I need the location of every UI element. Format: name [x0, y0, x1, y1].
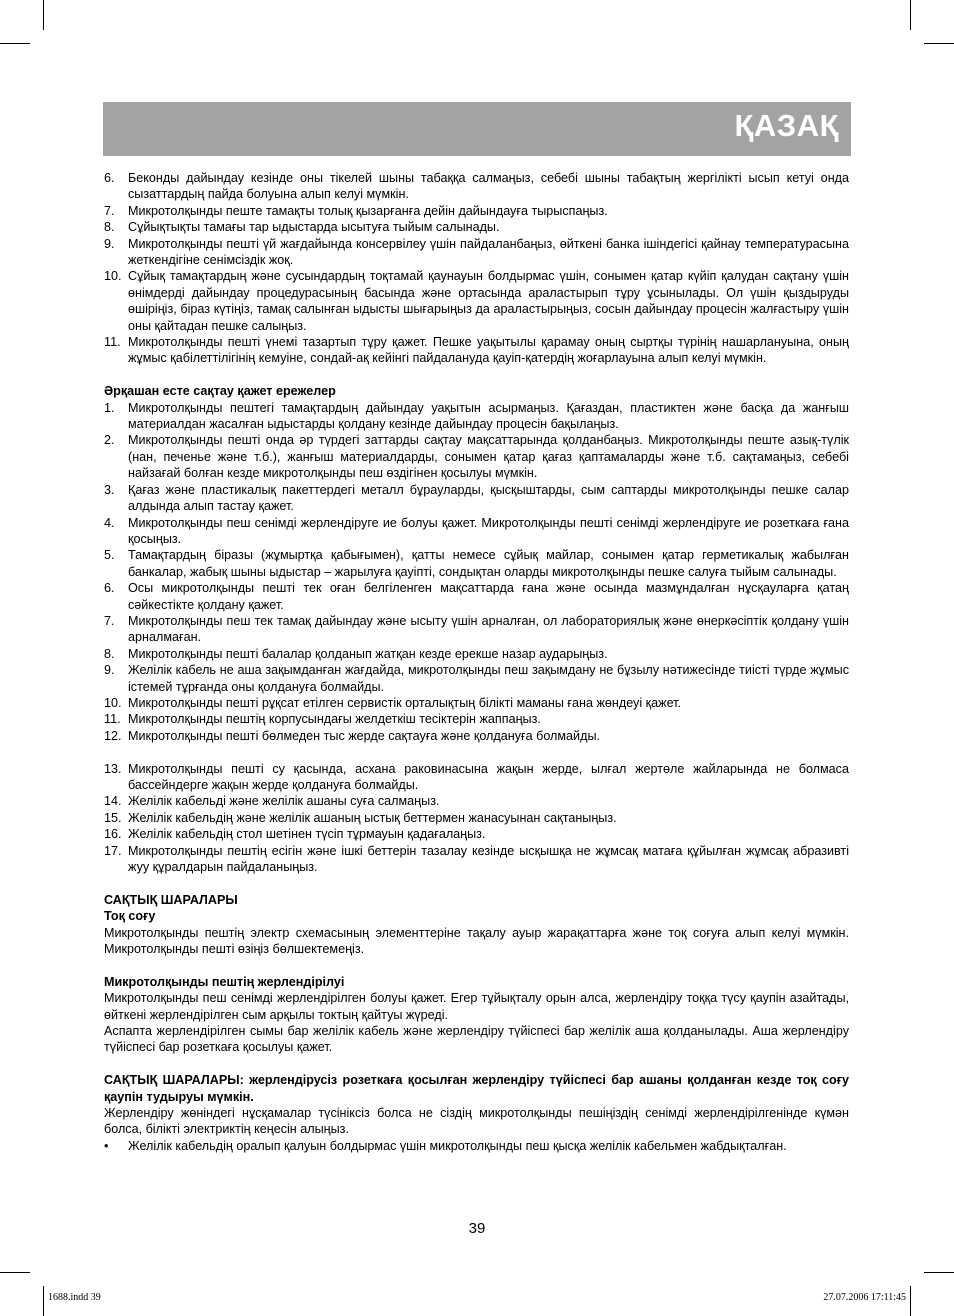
electric-shock-subheading: Тоқ соғу	[104, 909, 156, 924]
list-item-text: Микротолқынды пешті су қасында, асхана раковинасына жақын жерде, ылғал жертөле жайларында не болмаса бассейндерге жақын жерде қолдануға болмайды.	[128, 761, 849, 792]
list-item	[104, 711, 849, 727]
page-number: 39	[468, 1220, 486, 1237]
crop-mark	[924, 1272, 954, 1273]
list-item	[104, 236, 849, 269]
list-item-number: 11.	[104, 712, 121, 727]
grounding-plug-paragraph: Аспапта жерлендірілген сымы бар желілік кабель және жерлендіру түйіспесі бар желілік аша қолданылады. Аша жерлендіру түйіспесі бар розеткаға қосылуы қажет.	[104, 1024, 849, 1055]
list-item-text: Микротолқынды пештегі тамақтардың дайындау уақытын асырмаңыз. Қағаздан, пластиктен және басқа да жанғыш материалдан жасалған ыдыстарды қолдану кезінде дайындау процесін бақылаңыз.	[128, 400, 849, 432]
list-item-text: Микротолқынды пешті үнемі тазартып тұру қажет. Пешке уақытылы қарамау оның сыртқы түрінің нашарлануына, оның жұмыс қабілеттілігінің кемуіне, сондай-ақ кейінгі пайдалануда қауіп-қатердің жоғарлауына алып келуі мүмкін.	[128, 335, 849, 366]
list-item	[104, 761, 849, 794]
list-item	[104, 203, 849, 219]
list-item-text: Микротолқынды пеш сенімді жерлендіруге ие болуы қажет. Микротолқынды пешті сенімді жерлендіруге ие розеткаға ғана қосыңыз.	[128, 515, 849, 546]
crop-mark	[0, 43, 30, 44]
bullet-text: Желілік кабельдің оралып қалуын болдырмас үшін микротолқынды пеш қысқа желілік кабельмен жабдықталған.	[128, 1138, 787, 1153]
list-item	[104, 219, 849, 235]
bullet-mark: •	[104, 1138, 109, 1153]
list-item-number: 16.	[104, 827, 122, 842]
list-item-text: Микротолқынды пеште тамақты толық қызарғанға дейін дайындауға тырыспаңыз.	[128, 203, 608, 218]
list-item	[104, 662, 849, 695]
list-item-number: 14.	[104, 794, 122, 809]
list-item	[104, 547, 849, 580]
crop-mark	[0, 1272, 30, 1273]
list-item	[104, 334, 849, 367]
rules-list	[104, 400, 849, 745]
list-item-number: 13.	[104, 761, 122, 776]
list-item-number: 3.	[104, 482, 115, 497]
list-item	[104, 515, 849, 548]
rules-heading: Әрқашан есте сақтау қажет ережелер	[104, 384, 336, 399]
list-item-text: Беконды дайындау кезінде оны тікелей шыны табаққа салмаңыз, себебі шыны табақтың жергілікті ысып кетуі онда сызаттардың пайда болуына алып келуі мүмкін.	[128, 171, 849, 202]
list-item-text: Сұйық тамақтардың және сусындардың тоқтамай қаунауын болдырмас үшін, сонымен қатар күйіп қалудан сақтану үшін өнімдерді дайындау процедурасының басында және ортасында араластырып тұру ұсынылады. Ол үшін қыздыруды өшіріңіз, біраз күтіңіз, тамақ салынған ыдысты шығарыңыз да араластырыңыз, сосын дайындау процесін жалғастыру үшін оны қайтадан пешке салыңыз.	[128, 269, 849, 333]
list-item-text: Микротолқынды пешті рұқсат етілген сервистік орталықтың білікті маманы ғана жөндеуі қажет.	[128, 695, 682, 710]
grounding-warning: САҚТЫҚ ШАРАЛАРЫ: жерлендірусіз розеткаға қосылған жерлендіру түйіспесі бар ашаны қолданған кезде тоқ соғу қаупін тудыруы мүмкін.	[104, 1073, 849, 1104]
list-item-number: 10.	[104, 269, 122, 284]
list-item-number: 9.	[104, 663, 115, 678]
list-item-number: 9.	[104, 236, 115, 251]
crop-mark	[910, 0, 911, 30]
list-item-number: 10.	[104, 695, 122, 710]
list-item	[104, 793, 849, 809]
language-header	[103, 102, 851, 156]
list-item	[104, 580, 849, 613]
list-item-text: Микротолқынды пештің есігін және ішкі беттерін тазалау кезінде ысқышқа не жұмсақ матаға құйылған жұмсақ абразивті жуу құралдарын пайдаланыңыз.	[128, 843, 849, 875]
list-item-number: 11.	[104, 335, 121, 350]
electrician-advice-paragraph: Жерлендіру жөніндегі нұсқамалар түсініксіз болса не сіздің микротолқынды пешіңіздің сенімді жерлендірілгенінде күмән болса, білікті электриктің кеңесін алыңыз.	[104, 1106, 849, 1137]
crop-mark	[924, 43, 954, 44]
list-item	[104, 810, 849, 826]
crop-mark	[43, 1286, 44, 1316]
rules-list-continued	[104, 761, 849, 876]
list-item	[104, 432, 849, 481]
cable-bullet-item	[104, 1138, 849, 1154]
list-item-text: Микротолқынды пеш тек тамақ дайындау және ысыту үшін арналған, ол лабораториялық және өнеркәсіптік қолдану үшін арналмаған.	[128, 613, 849, 645]
electric-shock-paragraph: Микротолқынды пештің электр схемасының элементтеріне тақалу ауыр жарақаттарға және тоқ соғуға алып келуі мүмкін. Микротолқынды пешті өзіңіз бөлшектемеңіз.	[104, 925, 849, 957]
list-item-number: 2.	[104, 433, 115, 448]
list-item	[104, 400, 849, 433]
list-item-text: Микротолқынды пешті үй жағдайында консервілеу үшін пайдаланбаңыз, өйткені банка ішіндегісі қайнау температурасына жеткендігіне сенімсіздік жоқ.	[128, 236, 849, 268]
safety-heading: САҚТЫҚ ШАРАЛАРЫ	[104, 892, 238, 907]
list-item-text: Желілік кабельдің және желілік ашаның ыстық беттермен жанасуынан сақтаныңыз.	[128, 810, 617, 825]
list-item	[104, 646, 849, 662]
grounding-subheading: Микротолқынды пештің жерлендірілуі	[104, 974, 345, 989]
list-item-number: 12.	[104, 728, 122, 743]
list-item-number: 6.	[104, 171, 115, 185]
list-item	[104, 843, 849, 876]
list-item	[104, 695, 849, 711]
list-item-number: 15.	[104, 810, 122, 825]
list-item-number: 8.	[104, 220, 115, 235]
precautions-list-continued	[104, 170, 849, 367]
list-item-text: Микротолқынды пешті онда әр түрдегі заттарды сақтау мақсаттарында қолданбаңыз. Микротолқынды пеште азық-түлік (нан, печенье және т.б.), жанғыш материалдарды, сонымен қатар қағаз қаптамаларды және т.б. сақтамаңыз, себебі найзағай болған кезде микротолқынды пеш өздігінен қосылуы мүмкін.	[128, 433, 849, 481]
list-item-text: Қағаз және пластикалық пакеттердегі металл бұрауларды, қысқыштарды, сым саптарды микротолқынды пешке салар алдында алып тастау қажет.	[128, 482, 849, 514]
list-item-text: Желілік кабельді және желілік ашаны суға салмаңыз.	[128, 794, 440, 809]
list-item-number: 6.	[104, 581, 115, 596]
list-item-text: Микротолқынды пештің корпусындағы желдеткіш тесіктерін жаппаңыз.	[128, 712, 541, 727]
list-item	[104, 170, 849, 203]
language-title: ҚАЗАҚ	[734, 108, 839, 143]
list-item	[104, 826, 849, 842]
list-item-text: Тамақтардың біразы (жұмыртқа қабығымен), қатты немесе сұйық майлар, сонымен қатар герметикалық жабылған банкалар, жабық шыны ыдыстар – жарылуға қауіпті, сондықтан оларды микротолқынды пешке салуға тыйым салынады.	[128, 548, 849, 579]
list-item-number: 7.	[104, 203, 115, 218]
list-item-text: Микротолқынды пешті балалар қолданып жатқан кезде ерекше назар аударыңыз.	[128, 646, 608, 661]
list-item-text: Микротолқынды пешті бөлмеден тыс жерде сақтауға және қолдануға болмайды.	[128, 728, 600, 743]
list-item-number: 4.	[104, 515, 115, 530]
list-item-number: 8.	[104, 646, 115, 661]
crop-mark	[910, 1286, 911, 1316]
list-item	[104, 613, 849, 646]
list-item-text: Осы микротолқынды пешті тек оған белгіленген мақсаттарда ғана және осында мазмұндалған нұсқауларға қатаң сәйкестікте қолдану қажет.	[128, 581, 849, 612]
list-item-number: 1.	[104, 400, 115, 415]
page-content	[104, 170, 849, 1154]
list-item-number: 17.	[104, 843, 122, 858]
list-item-text: Желілік кабель не аша зақымданған жағдайда, микротолқынды пеш зақымдану не бұзылу нәтижесінде тиісті түрде жұмыс істемей тұрғанда оны қолдануға болмайды.	[128, 663, 849, 694]
date-slug: 27.07.2006 17:11:45	[823, 1292, 906, 1303]
list-item-number: 5.	[104, 548, 115, 563]
list-item	[104, 482, 849, 515]
list-item	[104, 268, 849, 334]
list-item	[104, 728, 849, 744]
list-item-number: 7.	[104, 613, 115, 628]
list-item-text: Желілік кабельдің стол шетінен түсіп тұрмауын қадағалаңыз.	[128, 827, 486, 842]
list-item-text: Сұйықтықты тамағы тар ыдыстарда ысытуға тыйым салынады.	[128, 220, 500, 235]
file-slug: 1688.indd 39	[48, 1292, 101, 1303]
crop-mark	[43, 0, 44, 30]
grounding-paragraph: Микротолқынды пеш сенімді жерлендірілген болуы қажет. Егер тұйықталу орын алса, жерлендіру тоққа түсу қаупін азайтады, өйткені жерлендірілген сым арқылы токтың қайтуы жүреді.	[104, 991, 849, 1022]
